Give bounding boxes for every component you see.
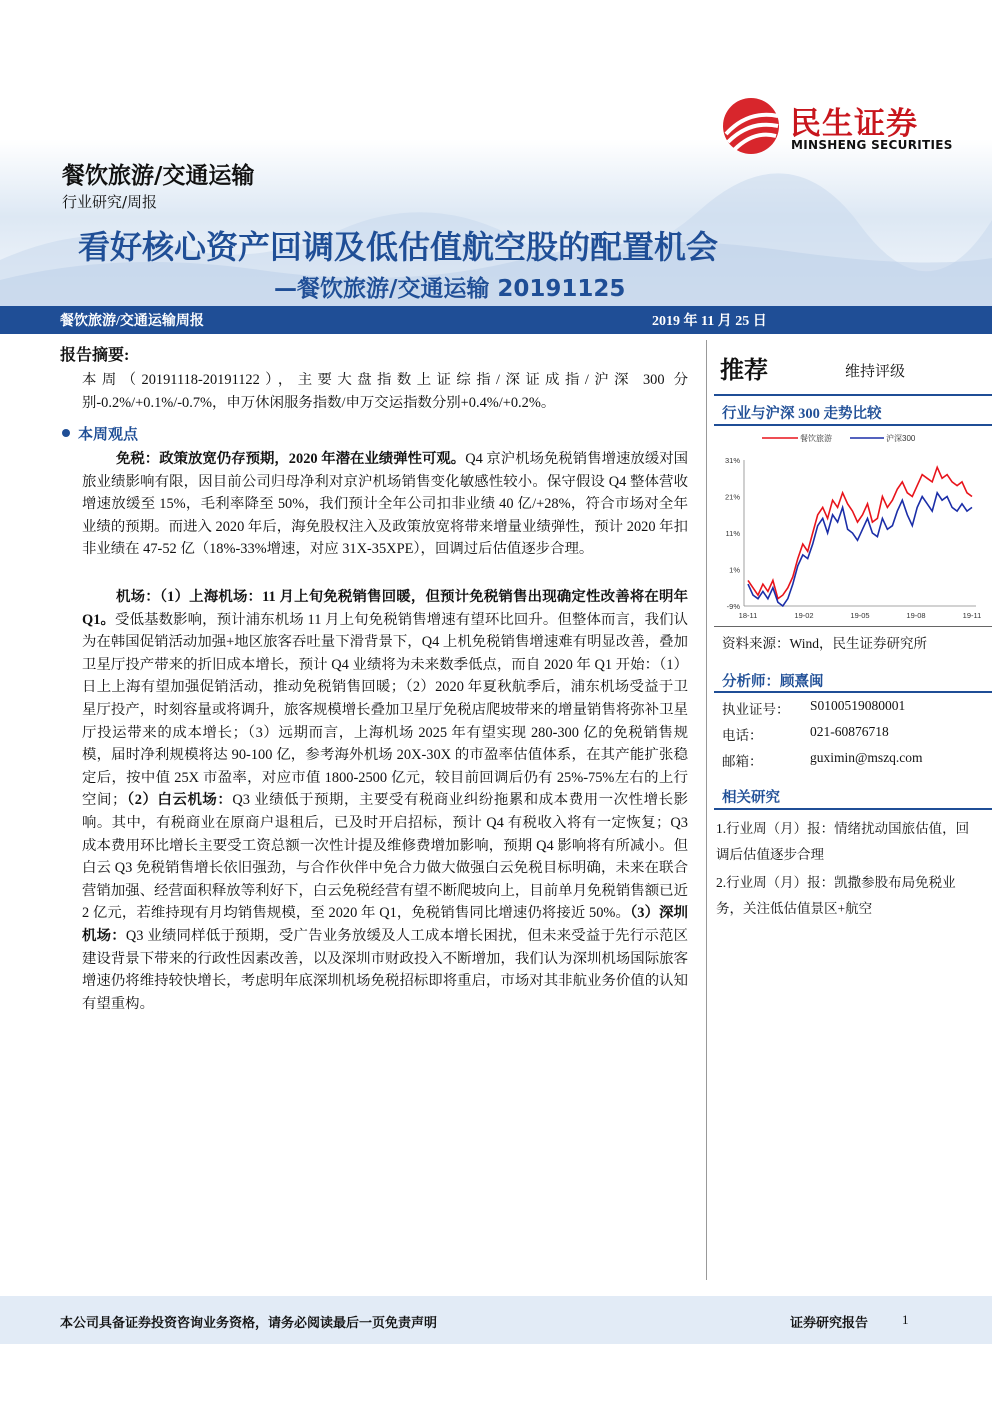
y-tick-label: 31% <box>724 456 740 465</box>
paragraph-airports <box>82 586 688 1015</box>
analyst-heading: 分析师：顾熹闽 <box>722 674 824 690</box>
logo-text-en: MINSHENG SECURITIES <box>791 138 953 152</box>
analyst-row-value: 021-60876718 <box>810 724 889 739</box>
views-heading <box>62 423 138 444</box>
bullet-icon <box>62 429 70 437</box>
related-rule <box>714 808 992 810</box>
baiyun-lead: （2）白云机场： <box>126 792 233 809</box>
y-tick-label: 1% <box>729 565 740 575</box>
report-type: 行业研究/周报 <box>62 193 158 211</box>
x-tick-label: 19-08 <box>906 611 926 620</box>
company-logo <box>718 96 958 158</box>
rating-label: 推荐 <box>720 356 768 384</box>
baiyun-body: Q3 业绩低于预期，主要受有税商业纠纷拖累和成本费用一次性增长影响。其中，有税商业在原商户退租后，已及时开启招标，预计 Q4 有税收入将有一定恢复；Q3 成本费用环比增长主要受工资总额一次性计提及维修费增加影响，预期 Q4 影响将有所减小。但白云 Q3 免税销售增长依旧强劲，与合作伙伴中免合力做大做强白云免税目标明确，未来在联合营销加强、经营面积释放等利好下，白云免税经营有望不断爬坡向上，目前单月免税销售额已近 2 亿元，若维持现有月均销售规模，至 2020 年 Q1，免税销售同比增速仍将接近 50%。 <box>82 792 688 922</box>
rating-rule <box>714 394 992 396</box>
airports-lead: 机场：（1）上海机场：11 月上旬免税销售回暖，但预计免税销售出现确定性改善将在明年 Q1。 <box>82 589 688 628</box>
x-axis <box>739 606 982 620</box>
footer-report-type: 证券研究报告 <box>790 1316 869 1331</box>
series-line-hs300 <box>748 493 972 606</box>
report-title: 看好核心资产回调及低估值航空股的配置机会 <box>78 228 719 266</box>
analyst-row-value: S0100519080001 <box>810 698 906 713</box>
x-tick-label: 18-11 <box>738 611 758 620</box>
footer-disclaimer: 本公司具备证券投资咨询业务资格，请务必阅读最后一页免责声明 <box>60 1316 438 1331</box>
duty-free-lead: 免税：政策放宽仍存预期，2020 年潜在业绩弹性可观。 <box>116 451 466 467</box>
chart-source: 资料来源：Wind，民生证券研究所 <box>722 636 927 651</box>
chart-heading: 行业与沪深 300 走势比较 <box>722 406 882 422</box>
report-subtitle: —餐饮旅游/交通运输 20191125 <box>274 276 626 302</box>
summary-heading: 报告摘要: <box>60 347 130 364</box>
y-axis <box>725 456 744 611</box>
analyst-row-label: 电话： <box>722 728 763 743</box>
views-heading-label: 本周观点 <box>78 427 139 443</box>
series-lines <box>748 467 972 606</box>
shanghai-body: 受低基数影响，预计浦东机场 11 月上旬免税销售增速有望环比回升。但整体而言，我们认为在韩国促销活动加强+地区旅客吞吐量下滑背景下，Q4 上机免税销售增速难有明显改善，叠加卫星厅投产带来的折旧成本增长，预计 Q4 业绩将为未来数季低点，而自 2020 年 Q1 开始：（1）日上上海有望加强促销活动，推动免税销售回暖；（2）2020 年夏秋航季后，浦东机场受益于卫星厅投产，时刻容量或将调升，旅客规模增长叠加卫星厅免税店爬坡带来的增量销售将弥补卫星厅投运带来的成本增长；（3）远期而言，上海机场 2025 年有望实现 280-300 亿的免税销售规模，届时净利规模将达 90-100 亿，参考海外机场 20X-30X 的市盈率估值体系，在其产能扩张稳定后，按中值 25X 市盈率，对应市值 1800-2500 亿元，较目前回调后仍有 25%-75%左右的上行空间； <box>82 611 688 809</box>
sector-label: 餐饮旅游/交通运输 <box>62 163 255 189</box>
chart-bottom-rule <box>714 626 992 627</box>
x-tick-label: 19-05 <box>850 611 870 620</box>
paragraph-duty-free <box>82 448 688 561</box>
logo-emblem-icon <box>718 96 784 156</box>
shenzhen-lead: （3）深圳机场： <box>82 905 688 944</box>
logo-text-cn: 民生证券 <box>790 106 918 142</box>
bar-report-name: 餐饮旅游/交通运输周报 <box>60 314 204 329</box>
page-number: 1 <box>902 1312 909 1327</box>
y-tick-label: 11% <box>725 529 740 538</box>
rating-sub: 维持评级 <box>845 364 906 380</box>
legend-label-industry: 餐饮旅游 <box>800 434 832 443</box>
trend-chart <box>714 428 984 624</box>
x-tick-label: 19-11 <box>962 611 982 620</box>
bar-date: 2019 年 11 月 25 日 <box>652 314 767 329</box>
related-item[interactable]: 1.行业周（月）报：情绪扰动国旅估值，回调后估值逐步合理 <box>716 821 970 862</box>
analyst-rule <box>714 691 992 693</box>
summary-text: 本周（20191118-20191122），主要大盘指数上证综指/深证成指/沪深 300 分别-0.2%/+0.1%/-0.7%，申万休闲服务指数/申万交运指数分别+0.4%/+0.2%。 <box>82 372 688 411</box>
analyst-row-label: 邮箱： <box>722 754 763 769</box>
shenzhen-body: Q3 业绩同样低于预期，受广告业务放缓及人工成本增长困扰，但未来受益于先行示范区建设背景下带来的行政性因素改善，以及深圳市财政投入不断增加，我们认为深圳机场国际旅客增速仍将维持较快增长，考虑明年底深圳机场免税招标即将重启，市场对其非航业务价值的认知有望重构。 <box>82 927 688 1012</box>
chart-legend <box>762 433 916 443</box>
column-divider <box>706 340 707 1280</box>
related-item[interactable]: 2.行业周（月）报：凯撒参股布局免税业务，关注低估值景区+航空 <box>716 875 956 916</box>
analyst-row-label: 执业证号： <box>722 702 790 717</box>
related-heading: 相关研究 <box>722 790 780 806</box>
y-tick-label: 21% <box>724 492 740 502</box>
legend-label-hs300: 沪深300 <box>886 434 916 443</box>
x-tick-label: 19-02 <box>794 611 814 620</box>
chart-rule <box>714 424 992 426</box>
y-tick-label: -9% <box>726 602 740 611</box>
duty-free-body: Q4 京沪机场免税销售增速放缓对国旅业绩影响有限，因目前公司归母净利对京沪机场销售变化敏感性较小。保守假设 Q4 整体营收增速放缓至 15%，毛利率降至 50%，我们预计全年公司扣非业绩 40 亿/+28%，符合市场对全年业绩的预期。而进入 2020 年后，海免股权注入及政策放宽将带来增量业绩弹性，预计 2020 年扣非业绩在 47-52 亿（18%-33%增速，对应 31X-35XPE），回调过后估值逐步合理。 <box>82 451 688 558</box>
analyst-email[interactable]: guximin@mszq.com <box>810 750 923 765</box>
